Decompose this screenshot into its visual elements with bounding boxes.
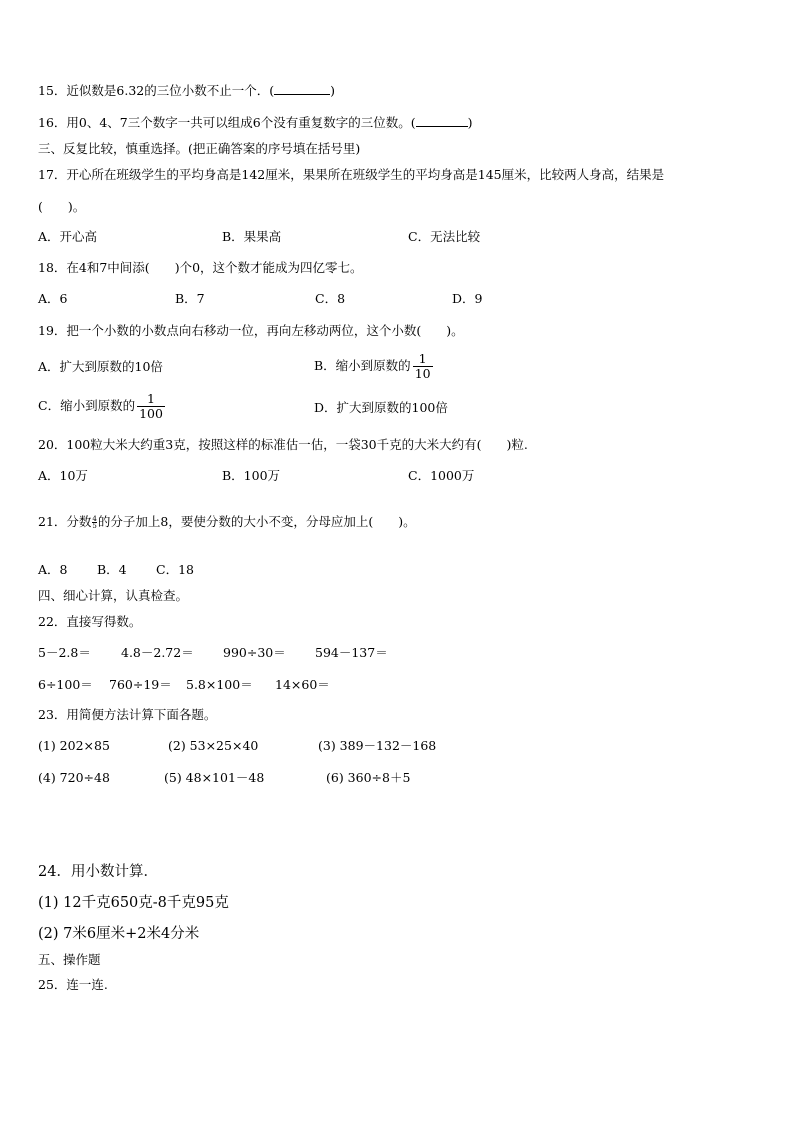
option-20-a[interactable]: A．10万 [38, 468, 88, 483]
option-18-b[interactable]: B．7 [175, 291, 205, 306]
option-17-b[interactable]: B．果果高 [222, 229, 282, 244]
option-18-d[interactable]: D．9 [452, 291, 483, 306]
question-21 [38, 514, 416, 530]
section-4-heading: 四、细心计算，认真检查。 [38, 588, 189, 603]
calc-22-1: 5－2.8＝ [38, 645, 91, 660]
fraction-4-5: $\frac{4}{5}$ [92, 515, 97, 530]
section-5-heading: 五、操作题 [38, 952, 101, 967]
question-16-text: 16．用0、4、7三个数字一共可以组成6个没有重复数字的三位数。( [38, 115, 416, 130]
question-15 [38, 83, 335, 99]
calc-22-7: 5.8×100＝ [186, 677, 253, 692]
calc-23-1: (1) 202×85 [38, 738, 110, 753]
question-23-text: 23．用简便方法计算下面各题。 [38, 707, 217, 722]
option-19-d[interactable]: D．扩大到原数的100倍 [314, 400, 448, 415]
question-15-text: 15．近似数是6.32的三位小数不止一个．( [38, 83, 275, 98]
answer-blank-16[interactable] [416, 115, 468, 127]
section-3-heading: 三、反复比较，慎重选择。(把正确答案的序号填在括号里) [38, 141, 361, 156]
option-21-b[interactable]: B．4 [97, 562, 127, 577]
option-17-c[interactable]: C．无法比较 [408, 229, 481, 244]
option-20-c[interactable]: C．1000万 [408, 468, 475, 483]
question-22-text: 22．直接写得数。 [38, 614, 142, 629]
calc-22-6: 760÷19＝ [109, 677, 172, 692]
calc-22-5: 6÷100＝ [38, 677, 93, 692]
question-16-close: ) [467, 115, 473, 130]
option-19-a[interactable]: A．扩大到原数的10倍 [38, 359, 163, 374]
question-21-post: 的分子加上8，要使分数的大小不变，分母应加上( )。 [97, 514, 416, 529]
option-18-a[interactable]: A．6 [38, 291, 68, 306]
question-17-cont: ( )。 [38, 199, 86, 214]
question-19-text: 19．把一个小数的小数点向右移动一位，再向左移动两位，这个小数( )。 [38, 323, 464, 338]
calc-23-4: (4) 720÷48 [38, 770, 110, 785]
calc-23-6: (6) 360÷8＋5 [326, 770, 411, 785]
calc-22-2: 4.8－2.72＝ [121, 645, 194, 660]
option-17-a[interactable]: A．开心高 [38, 229, 98, 244]
option-18-c[interactable]: C．8 [315, 291, 346, 306]
question-16 [38, 115, 473, 131]
calc-23-3: (3) 389－132－168 [318, 738, 437, 753]
calc-23-5: (5) 48×101－48 [164, 770, 265, 785]
question-20-text: 20．100粒大米大约重3克，按照这样的标准估一估，一袋30千克的大米大约有( )粒. [38, 437, 528, 452]
fraction-1-100: $\frac{1}{100}$ [139, 391, 163, 421]
question-17-text: 17．开心所在班级学生的平均身高是142厘米，果果所在班级学生的平均身高是145厘米，比较两人身高，结果是 [38, 167, 665, 182]
option-21-a[interactable]: A．8 [38, 562, 68, 577]
option-21-c[interactable]: C．18 [156, 562, 194, 577]
option-19-b-text: B．缩小到原数的 [314, 358, 411, 373]
calc-22-4: 594－137＝ [315, 645, 388, 660]
question-25-text: 25．连一连. [38, 977, 108, 992]
calc-22-3: 990÷30＝ [223, 645, 286, 660]
option-19-b[interactable] [314, 348, 435, 384]
question-18-text: 18．在4和7中间添( )个0，这个数才能成为四亿零七。 [38, 260, 363, 275]
question-21-pre: 21．分数 [38, 514, 92, 529]
calc-23-2: (2) 53×25×40 [168, 738, 259, 753]
calc-22-8: 14×60＝ [275, 677, 330, 692]
calc-24-2: (2) 7米6厘米+2米4分米 [38, 926, 200, 942]
calc-24-1: (1) 12千克650克-8千克95克 [38, 895, 229, 911]
answer-blank-15[interactable] [274, 83, 330, 95]
fraction-1-10: $\frac{1}{10}$ [414, 351, 431, 381]
question-15-close: ) [330, 83, 336, 98]
question-24-text: 24．用小数计算． [38, 864, 158, 880]
option-19-c-text: C．缩小到原数的 [38, 398, 136, 413]
option-19-c[interactable] [38, 388, 167, 424]
option-20-b[interactable]: B．100万 [222, 468, 281, 483]
